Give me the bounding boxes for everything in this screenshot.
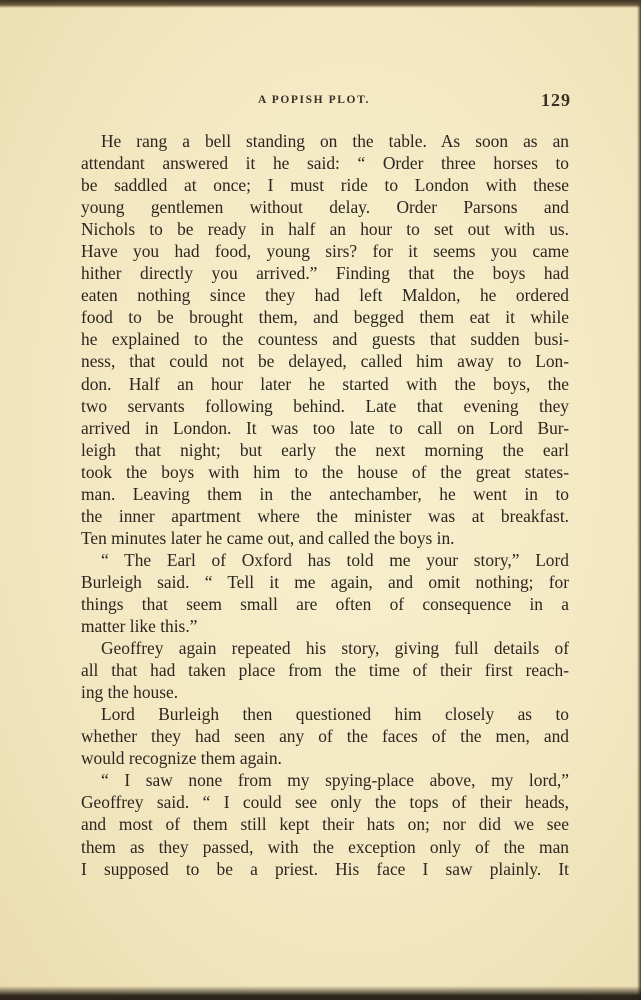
page-number: 129 — [541, 90, 571, 110]
text-line: Lord Burleigh then questioned him closely as to — [101, 704, 569, 725]
text-line: matter like this.” — [81, 616, 198, 637]
text-line: and most of them still kept their hats on; nor did we see — [81, 814, 569, 835]
text-line: Geoffrey said. “ I could see only the tops of their heads, — [81, 792, 569, 813]
text-line: Geoffrey again repeated his story, giving full details of — [101, 638, 569, 659]
text-line: man. Leaving them in the antechamber, he went in to — [81, 483, 569, 504]
text-line: I supposed to be a priest. His face I saw plainly. It — [81, 858, 569, 879]
text-line: leigh that night; but early the next morning the earl — [81, 439, 569, 460]
text-line: Ten minutes later he came out, and called the boys in. — [81, 527, 455, 548]
text-line: he explained to the countess and guests that sudden busi- — [81, 329, 569, 350]
page-bottom-edge — [0, 986, 641, 1000]
text-line: took the boys with him to the house of the great states- — [81, 461, 569, 482]
text-line: He rang a bell standing on the table. As soon as an — [101, 131, 569, 151]
text-line: Have you had food, young sirs? for it seems you came — [81, 241, 569, 262]
page-top-edge — [0, 0, 641, 8]
text-line: would recognize them again. — [81, 748, 282, 769]
text-line: young gentlemen without delay. Order Parsons and — [81, 197, 569, 218]
text-line: attendant answered it he said: “ Order three horses to — [81, 153, 569, 174]
text-line: them as they passed, with the exception only of the man — [81, 836, 569, 857]
text-line: Burleigh said. “ Tell it me again, and omit nothing; for — [81, 571, 569, 592]
text-line: Nichols to be ready in half an hour to set out with us. — [81, 219, 569, 240]
text-line: ness, that could not be delayed, called him away to Lon- — [81, 351, 569, 372]
body-text — [81, 130, 569, 880]
text-line: eaten nothing since they had left Maldon, he ordered — [81, 285, 569, 306]
text-line: “ The Earl of Oxford has told me your story,” Lord — [101, 549, 569, 570]
running-head-title: A POPISH PLOT. — [258, 94, 370, 106]
text-line: things that seem small are often of consequence in a — [81, 593, 569, 614]
page-right-edge — [637, 0, 641, 1000]
text-line: all that had taken place from the time of their first reach- — [81, 660, 569, 681]
text-line: be saddled at once; I must ride to London with these — [81, 175, 569, 196]
running-head — [0, 92, 641, 116]
text-line: food to be brought them, and begged them eat it while — [81, 307, 569, 328]
text-line: hither directly you arrived.” Finding that the boys had — [81, 263, 569, 284]
text-line: “ I saw none from my spying-place above, my lord,” — [101, 770, 569, 791]
text-line: arrived in London. It was too late to call on Lord Bur- — [81, 417, 569, 438]
text-line: don. Half an hour later he started with the boys, the — [81, 373, 569, 394]
text-line: whether they had seen any of the faces of the men, and — [81, 726, 569, 747]
text-line: the inner apartment where the minister was at breakfast. — [81, 505, 569, 526]
text-line: ing the house. — [81, 682, 179, 703]
text-line: two servants following behind. Late that evening they — [81, 395, 569, 416]
